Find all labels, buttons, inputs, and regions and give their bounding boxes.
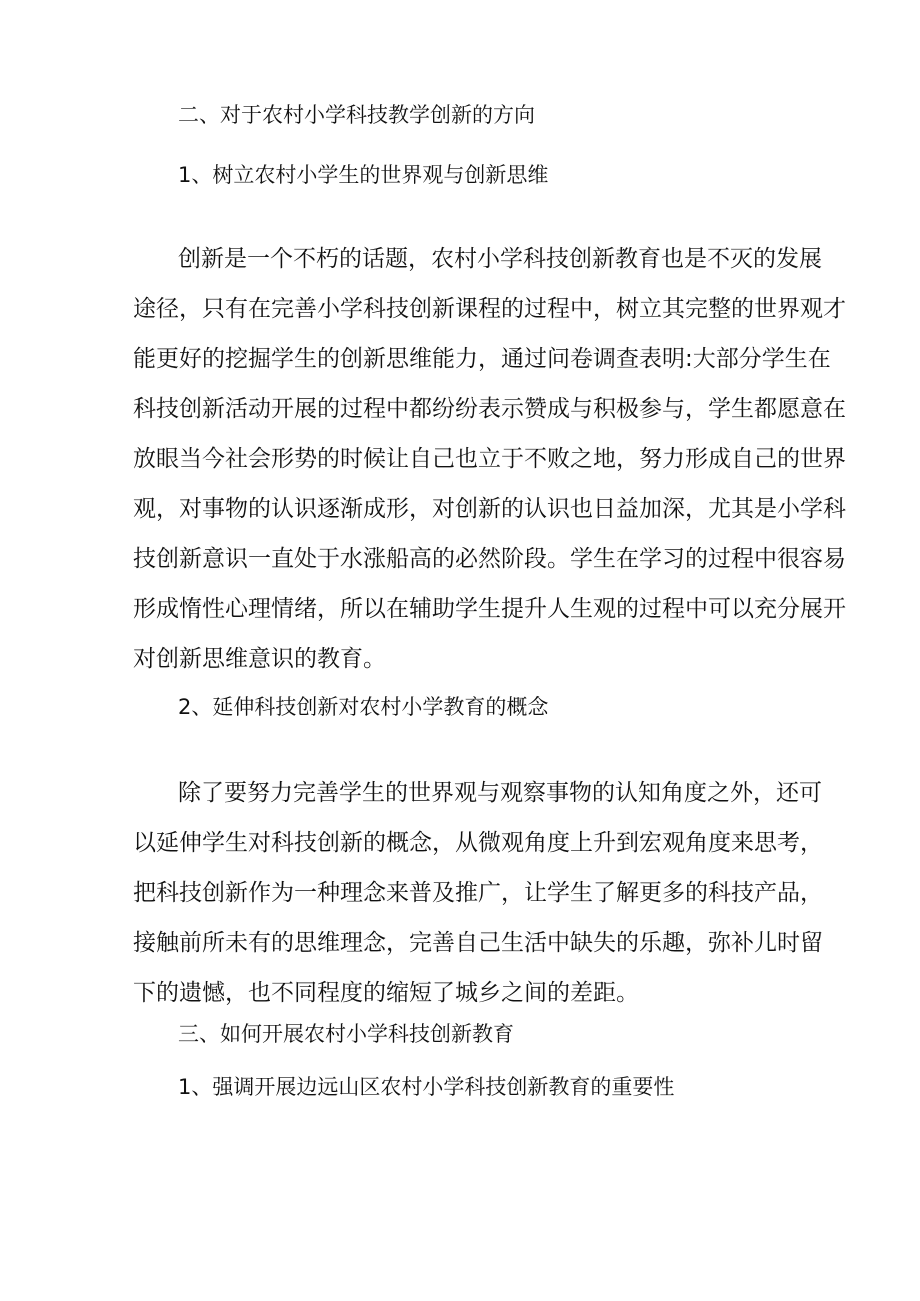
paragraph-line: 除了要努力完善学生的世界观与观察事物的认知角度之外，还可 (178, 780, 822, 806)
paragraph-line: 把科技创新作为一种理念来普及推广，让学生了解更多的科技产品， (133, 880, 823, 906)
paragraph-line: 放眼当今社会形势的时候让自己也立于不败之地，努力形成自己的世界 (133, 446, 846, 472)
paragraph-line: 观，对事物的认识逐渐成形，对创新的认识也日益加深，尤其是小学科 (133, 496, 846, 522)
paragraph-line: 以延伸学生对科技创新的概念，从微观角度上升到宏观角度来思考， (133, 830, 823, 856)
paragraph-line: 途径，只有在完善小学科技创新课程的过程中，树立其完整的世界观才 (133, 296, 846, 322)
paragraph-line: 创新是一个不朽的话题，农村小学科技创新教育也是不灭的发展 (178, 246, 822, 272)
paragraph-line: 形成惰性心理情绪，所以在辅助学生提升人生观的过程中可以充分展开 (133, 596, 846, 622)
paragraph-line: 下的遗憾，也不同程度的缩短了城乡之间的差距。 (133, 980, 639, 1006)
subsection-heading: 1、强调开展边远山区农村小学科技创新教育的重要性 (178, 1075, 675, 1099)
subsection-heading: 1、树立农村小学生的世界观与创新思维 (178, 163, 549, 187)
paragraph-line: 科技创新活动开展的过程中都纷纷表示赞成与积极参与，学生都愿意在 (133, 396, 846, 422)
section-heading: 二、对于农村小学科技教学创新的方向 (178, 103, 535, 127)
section-heading: 三、如何开展农村小学科技创新教育 (178, 1022, 514, 1046)
paragraph-line: 接触前所未有的思维理念，完善自己生活中缺失的乐趣，弥补儿时留 (133, 930, 823, 956)
paragraph-line: 技创新意识一直处于水涨船高的必然阶段。学生在学习的过程中很容易 (133, 546, 846, 572)
paragraph-line: 对创新思维意识的教育。 (133, 646, 386, 672)
subsection-heading: 2、延伸科技创新对农村小学教育的概念 (178, 695, 549, 719)
paragraph-line: 能更好的挖掘学生的创新思维能力，通过问卷调查表明:大部分学生在 (133, 346, 831, 372)
